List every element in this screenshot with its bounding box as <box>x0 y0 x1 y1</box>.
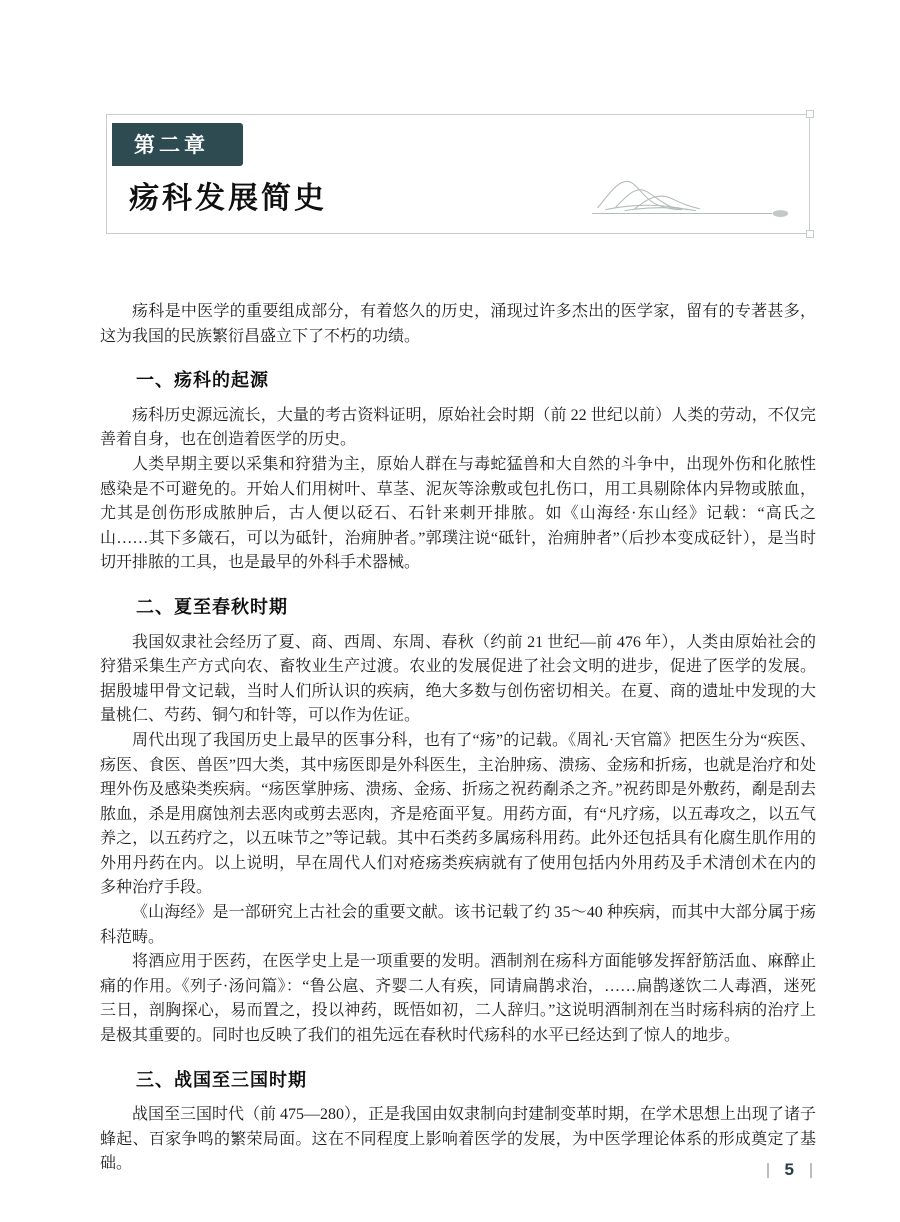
page-number: 5 <box>784 1160 794 1179</box>
paragraph: 《山海经》是一部研究上古社会的重要文献。该书记载了约 35～40 种疾病，而其中大部分属于疡科范畴。 <box>100 904 816 946</box>
corner-marker-bottom <box>806 230 814 238</box>
paragraph: 我国奴隶社会经历了夏、商、西周、东周、春秋（约前 21 世纪—前 476 年），人类由原始社会的狩猎采集生产方式向农、畜牧业生产过渡。农业的发展促进了社会文明的进步，促进了医学的发展。据殷墟甲骨文记载，当时人们所认识的疾病，绝大多数与创伤密切相关。在夏、商的遗址中发现的大量桃仁、芍药、铜勺和针等，可以作为佐证。 <box>100 633 816 725</box>
footer-bar-left <box>767 1163 769 1178</box>
page-footer <box>767 1160 812 1180</box>
paragraph: 周代出现了我国历史上最早的医事分科，也有了“疡”的记载。《周礼·天官篇》把医生分为“疾医、疡医、食医、兽医”四大类，其中疡医即是外科医生，主治肿疡、溃疡、金疡和折疡，也就是治疗和处理外伤及感染类疾病。“疡医掌肿疡、溃疡、金疡、折疡之祝药劀杀之齐。”祝药即是外敷药，劀是刮去脓血，杀是用腐蚀剂去恶肉或剪去恶肉，齐是疮面平复。用药方面，有“凡疗疡，以五毒攻之，以五气养之，以五药疗之，以五味节之”等记载。其中石类药多属疡科用药。此外还包括具有化腐生肌作用的外用丹药在内。以上说明，早在周代人们对疮疡类疾病就有了使用包括内外用药及手术清创术在内的多种治疗手段。 <box>100 731 816 897</box>
section-heading-xia-chunqiu: 二、夏至春秋时期 <box>136 596 288 617</box>
section-heading-zhanguo-sanguo: 三、战国至三国时期 <box>136 1069 307 1090</box>
section-heading-origin: 一、疡科的起源 <box>136 370 269 391</box>
paragraph: 疡科是中医学的重要组成部分，有着悠久的历史，涌现过许多杰出的医学家，留有的专著甚多，这为我国的民族繁衍昌盛立下了不朽的功绩。 <box>100 303 816 345</box>
footer-bar-right <box>810 1163 812 1178</box>
page-content <box>100 300 816 1177</box>
chapter-title: 疡科发展简史 <box>129 182 327 215</box>
paragraph: 战国至三国时代（前 475—280），正是我国由奴隶制向封建制变革时期，在学术思想上出现了诸子蜂起、百家争鸣的繁荣局面。这在不同程度上影响着医学的发展，为中医学理论体系的形成奠定了基础。 <box>100 1106 817 1173</box>
paragraph: 将酒应用于医药，在医学史上是一项重要的发明。酒制剂在疡科方面能够发挥舒筋活血、麻醉止痛的作用。《列子·汤问篇》：“鲁公扈、齐婴二人有疾，同请扁鹊求治，……扁鹊遂饮二人毒酒，迷死三日，剖胸探心，易而置之，投以神药，既悟如初，二人辞归。”这说明酒制剂在当时疡科病的治疗上是极其重要的。同时也反映了我们的祖先远在春秋时代疡科的水平已经达到了惊人的地步。 <box>100 953 816 1045</box>
chapter-badge: 第二章 <box>112 123 243 166</box>
corner-marker-top <box>806 110 814 118</box>
paragraph: 人类早期主要以采集和狩猎为主，原始人群在与毒蛇猛兽和大自然的斗争中，出现外伤和化脓性感染是不可避免的。开始人们用树叶、草茎、泥灰等涂敷或包扎伤口，用工具剔除体内异物或脓血，尤其是创伤形成脓肿后，古人便以砭石、石针来刺开排脓。如《山海经·东山经》记载：“高氏之山……其下多箴石，可以为砥针，治痈肿者。”郭璞注说“砥针，治痈肿者”（后抄本变成砭针），是当时切开排脓的工具，也是最早的外科手术器械。 <box>100 455 816 572</box>
chapter-header <box>106 114 810 234</box>
mountains-icon <box>592 167 797 221</box>
paragraph: 疡科历史源远流长，大量的考古资料证明，原始社会时期（前 22 世纪以前）人类的劳动，不仅完善着自身，也在创造着医学的历史。 <box>100 406 816 449</box>
